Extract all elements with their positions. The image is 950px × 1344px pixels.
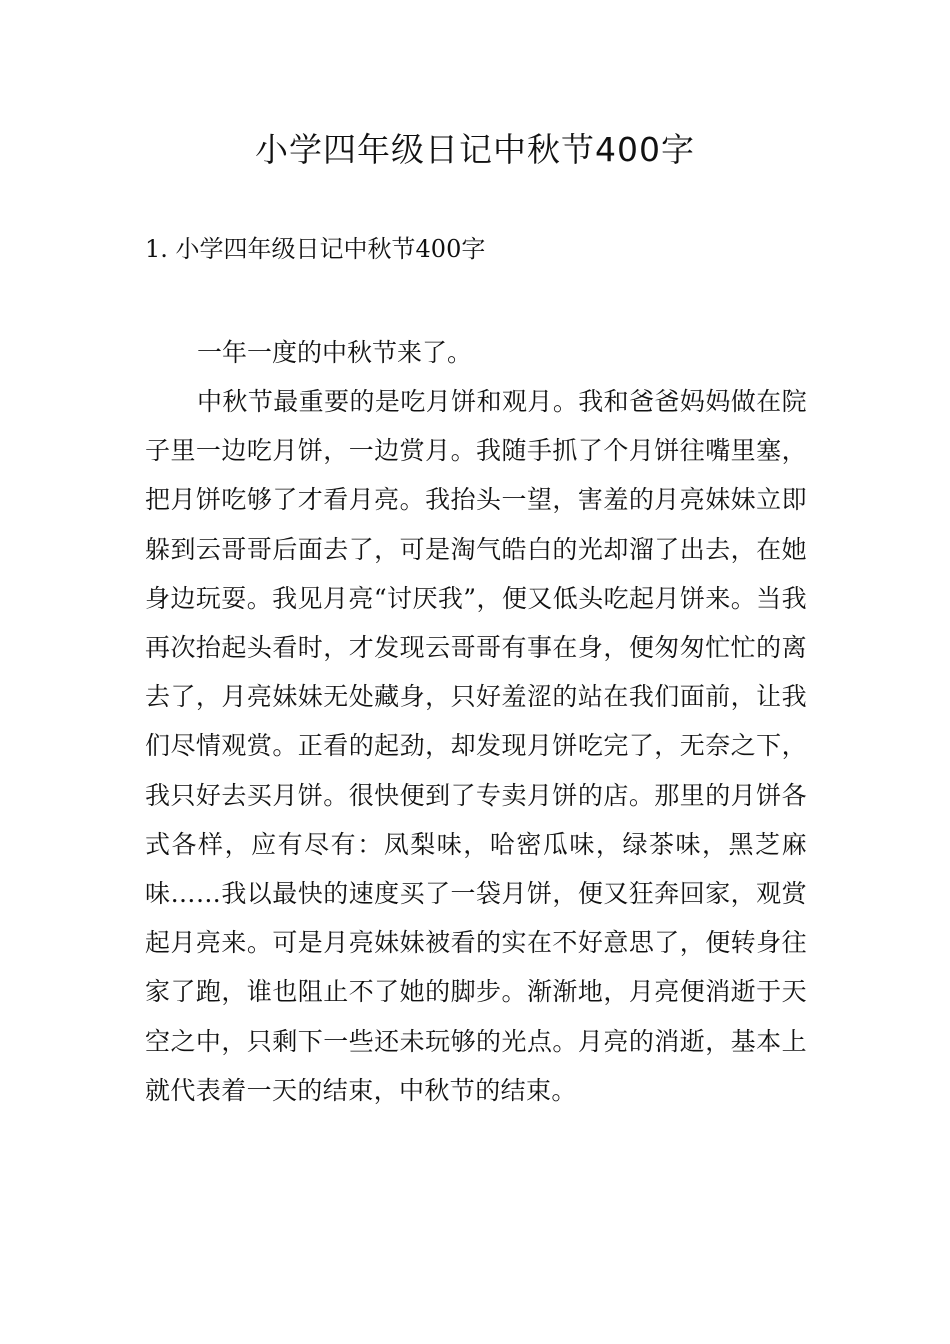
paragraph-main: 中秋节最重要的是吃月饼和观月。我和爸爸妈妈做在院子里一边吃月饼，一边赏月。我随手抓了个月饼往嘴里塞，把月饼吃够了才看月亮。我抬头一望，害羞的月亮妹妹立即躲到云哥哥后面去了，可是淘气皓白的光却溜了出去，在她身边玩耍。我见月亮“讨厌我”，便又低头吃起月饼来。当我再次抬起头看时，才发现云哥哥有事在身，便匆匆忙忙的离去了，月亮妹妹无处藏身，只好羞涩的站在我们面前，让我们尽情观赏。正看的起劲，却发现月饼吃完了，无奈之下，我只好去买月饼。很快便到了专卖月饼的店。那里的月饼各式各样，应有尽有：凤梨味，哈密瓜味，绿茶味，黑芝麻味……我以最快的速度买了一袋月饼，便又狂奔回家，观赏起月亮来。可是月亮妹妹被看的实在不好意思了，便转身往家了跑，谁也阻止不了她的脚步。渐渐地，月亮便消逝于天空之中，只剩下一些还未玩够的光点。月亮的消逝，基本上就代表着一天的结束，中秋节的结束。 — [145, 387, 807, 1105]
paragraph-intro: 一年一度的中秋节来了。 — [197, 338, 473, 367]
section-heading: 1. 小学四年级日记中秋节400字 — [145, 235, 486, 263]
document-title: 小学四年级日记中秋节400字 — [255, 130, 695, 169]
